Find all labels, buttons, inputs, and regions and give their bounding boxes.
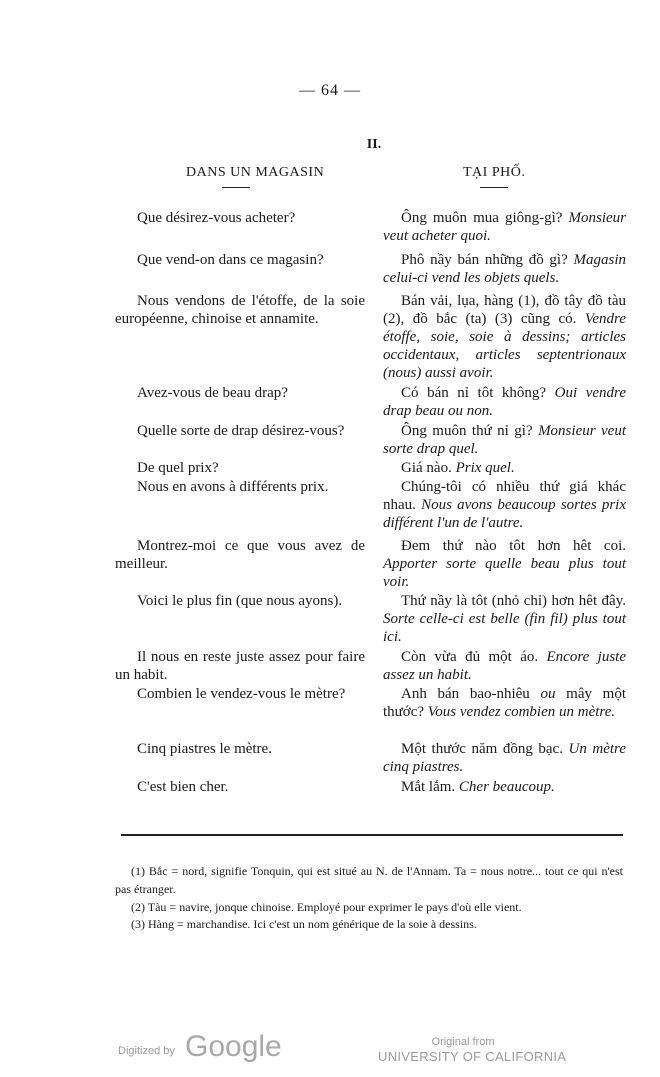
row-fr-2: Que vend-on dans ce magasin? [137,252,324,268]
row-fr-9: Voici le plus fin (que nous ayons). [137,593,343,609]
footnote-1: (1) Bắc = nord, signifie Tonquin, qui est situé au N. de l'Annam. Ta = nous notre... tout ce qui n'est pas étranger. [115,864,623,896]
row-vn-11: Anh bán bao-nhiêu ou mây một thước? Vous vendez combien un mètre. [383,686,626,720]
row-fr-12: Cinq piastres le mètre. [137,741,272,757]
row-vn-5: Ông muôn thứ nỉ gì? Monsieur veut sorte drap quel. [383,423,626,457]
heading-vietnamese: TẠI PHỐ. [463,165,526,180]
google-logo: Google [185,1030,282,1063]
digitized-by-label: Digitized by [118,1045,175,1057]
row-vn-4: Có bán nỉ tôt không? Oui vendre drap beau ou non. [383,385,626,419]
row-vn-10: Còn vừa đủ một áo. Encore juste assez un habit. [383,649,626,683]
section-number: II. [366,137,382,152]
row-fr-11: Combien le vendez-vous le mètre? [137,686,346,702]
row-fr-1: Que désirez-vous acheter? [137,210,296,226]
row-fr-7: Nous en avons à différents prix. [137,479,329,495]
row-fr-3: Nous vendons de l'étoffe, de la soie européenne, chinoise et annamite. [115,293,365,327]
page-number: — 64 — [299,82,361,99]
row-fr-10: Il nous en reste juste assez pour faire un habit. [115,649,365,683]
row-fr-6: De quel prix? [137,460,219,476]
row-vn-7: Chúng-tôi có nhiều thứ giá khác nhau. Nous avons beaucoup sortes prix différent l'un de l'autre. [383,479,626,531]
row-vn-9: Thứ nầy là tôt (nhỏ chỉ) hơn hêt đây. Sorte celle-ci est belle (fin fil) plus tout ici. [383,593,626,645]
heading-french: DANS UN MAGASIN [186,165,325,180]
footnote-rule [121,834,623,836]
heading-rule-left [222,187,250,188]
row-vn-1: Ông muôn mua giông-gì? Monsieur veut acheter quoi. [383,210,626,244]
footnote-3: (3) Hàng = marchandise. Ici c'est un nom générique de la soie à dessins. [131,917,477,931]
row-vn-12: Một thước năm đồng bạc. Un mètre cinq piastres. [383,741,626,775]
row-fr-13: C'est bien cher. [137,779,229,795]
row-fr-5: Quelle sorte de drap désirez-vous? [137,423,345,439]
row-vn-8: Đem thứ nào tôt hơn hêt coi. Apporter sorte quelle beau plus tout voir. [383,538,626,590]
row-fr-8: Montrez-moi ce que vous avez de meilleur. [115,538,365,572]
row-vn-2: Phô nầy bán những đồ gì? Magasin celui-ci vend les objets quels. [383,252,626,286]
university-label: UNIVERSITY OF CALIFORNIA [378,1049,567,1064]
heading-rule-right [480,187,508,188]
row-vn-3: Bán vải, lụa, hàng (1), đồ tây đồ tàu (2), đồ bắc (ta) (3) cũng có. Vendre étoffe, soie, soie à dessins; articles occidentaux, articles septentrionaux (nous) aussi avoir. [383,293,626,381]
row-vn-6: Giá nào. Prix quel. [401,460,515,476]
row-vn-13: Mắt lắm. Cher beaucoup. [401,779,555,795]
footnote-2: (2) Tàu = navire, jonque chinoise. Employé pour exprimer le pays d'où elle vient. [131,900,522,914]
original-from-label: Original from [431,1036,495,1048]
row-fr-4: Avez-vous de beau drap? [137,385,288,401]
